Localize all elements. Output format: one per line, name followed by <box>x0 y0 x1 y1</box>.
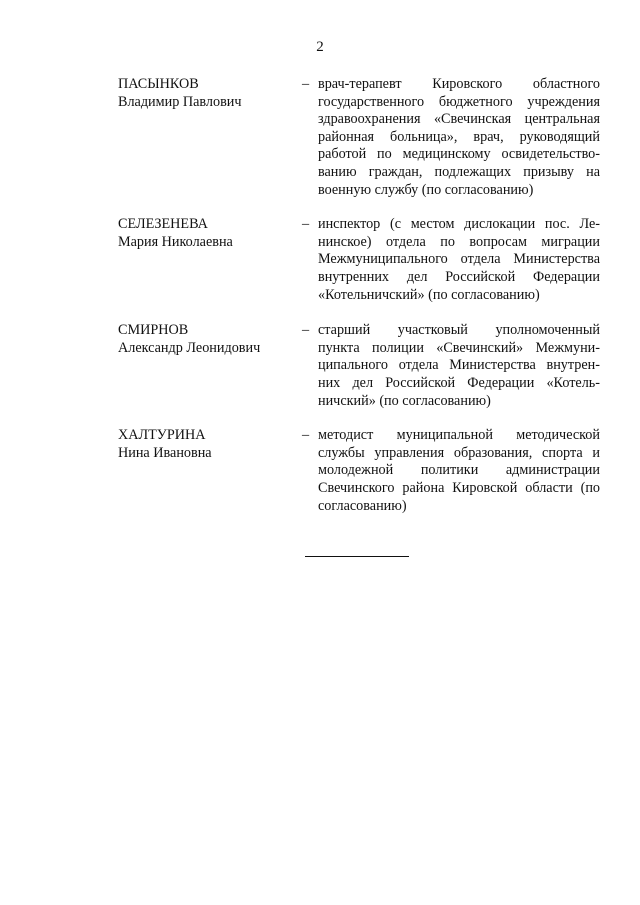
position-line: Межмуниципального отдела Министерства <box>318 251 600 268</box>
member-position <box>318 76 600 199</box>
position-line: военную службу (по согласованию) <box>318 181 534 198</box>
position-line: «Котельничский» (по согласованию) <box>318 286 540 303</box>
position-line: районная больница», врач, руководящий <box>318 128 600 145</box>
member-position <box>318 427 600 515</box>
position-line: Свечинского района Кировской области (по <box>318 479 600 496</box>
member-surname: ПАСЫНКОВ <box>118 76 199 92</box>
position-line: инспектор (с местом дислокации пос. Ле- <box>318 216 600 233</box>
position-line: внутренних дел Российской Федерации <box>318 268 600 285</box>
page-number: 2 <box>316 39 324 55</box>
member-entry-selezeneva <box>118 216 600 304</box>
member-name <box>118 216 302 251</box>
member-surname: СМИРНОВ <box>118 322 189 339</box>
position-line: методист муниципальной методической <box>318 427 600 444</box>
position-line: ципального отдела Министерства внутрен- <box>318 357 600 374</box>
member-given-names: Мария Николаевна <box>118 233 233 250</box>
entry-dash: – <box>302 427 310 444</box>
closing-separator-line <box>305 556 409 557</box>
entry-dash: – <box>302 322 310 339</box>
position-line: согласованию) <box>318 497 407 514</box>
entry-dash: – <box>302 76 310 92</box>
member-name <box>118 76 302 111</box>
member-name <box>118 322 302 357</box>
position-line: нинское) отдела по вопросам миграции <box>318 233 600 250</box>
member-position <box>318 322 600 410</box>
member-name <box>118 427 302 462</box>
position-line: здравоохранения «Свечинская центральная <box>318 111 600 128</box>
position-line: пункта полиции «Свечинский» Межмуни- <box>318 339 600 356</box>
member-entry-smirnov <box>118 322 600 410</box>
position-line: государственного бюджетного учреждения <box>318 93 600 110</box>
member-entry-pasynkov <box>118 76 600 199</box>
position-line: старший участковый уполномоченный <box>318 322 600 339</box>
member-given-names: Владимир Павлович <box>118 93 242 110</box>
member-given-names: Нина Ивановна <box>118 444 212 461</box>
position-line: них дел Российской Федерации «Котель- <box>318 374 600 391</box>
position-line: молодежной политики администрации <box>318 462 600 479</box>
position-line: врач-терапевт Кировского областного <box>318 76 600 92</box>
member-given-names: Александр Леонидович <box>118 339 261 356</box>
member-list <box>118 76 600 515</box>
member-entry-khalturina <box>118 427 600 515</box>
entry-dash: – <box>302 216 310 233</box>
member-surname: ХАЛТУРИНА <box>118 427 206 444</box>
position-line: ничский» (по согласованию) <box>318 392 491 409</box>
member-position <box>318 216 600 304</box>
position-line: службы управления образования, спорта и <box>318 444 600 461</box>
position-line: работой по медицинскому освидетельство- <box>318 146 600 163</box>
position-line: ванию граждан, подлежащих призыву на <box>318 163 600 180</box>
member-surname: СЕЛЕЗЕНЕВА <box>118 216 208 233</box>
